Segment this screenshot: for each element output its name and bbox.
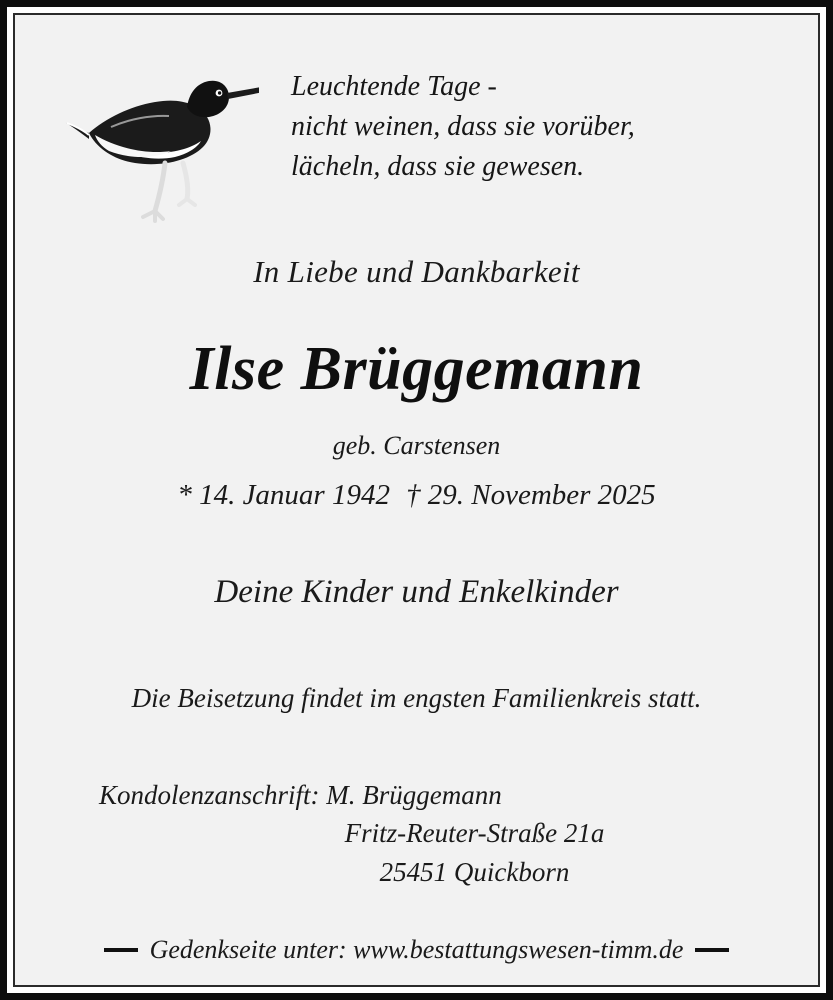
dedication-line: In Liebe und Dankbarkeit bbox=[253, 254, 580, 289]
funeral-note: Die Beisetzung findet im engsten Familienkreis statt. bbox=[131, 683, 702, 713]
birth-date: * 14. Januar 1942 bbox=[177, 479, 390, 511]
condolence-address bbox=[41, 776, 792, 891]
life-dates bbox=[41, 479, 792, 512]
verse-block bbox=[291, 29, 792, 186]
condolence-line-1: Kondolenzanschrift: M. Brüggemann bbox=[99, 780, 502, 810]
verse-line-2: nicht weinen, dass sie vorüber, bbox=[291, 110, 635, 142]
condolence-line-3: 25451 Quickborn bbox=[379, 856, 570, 887]
surviving-family: Deine Kinder und Enkelkinder bbox=[214, 574, 619, 610]
main-text-block bbox=[41, 228, 792, 714]
deceased-name: Ilse Brüggemann bbox=[189, 335, 644, 403]
death-date: † 29. November 2025 bbox=[405, 479, 656, 511]
memorial-page-link[interactable]: Gedenkseite unter: www.bestattungswesen-timm.de bbox=[149, 935, 684, 964]
bird-illustration-container bbox=[41, 29, 291, 228]
notice-inner-frame bbox=[13, 13, 820, 987]
footer-rule-left bbox=[104, 948, 138, 952]
footer-rule-right bbox=[695, 948, 729, 952]
verse-line-1: Leuchtende Tage - bbox=[291, 71, 497, 102]
verse-line-3: lächeln, dass sie gewesen. bbox=[291, 150, 585, 182]
footer bbox=[41, 935, 792, 975]
condolence-line-2: Fritz-Reuter-Straße 21a bbox=[344, 818, 605, 849]
header-row bbox=[41, 29, 792, 228]
maiden-name: geb. Carstensen bbox=[332, 431, 501, 460]
oystercatcher-bird-illustration bbox=[59, 63, 259, 223]
